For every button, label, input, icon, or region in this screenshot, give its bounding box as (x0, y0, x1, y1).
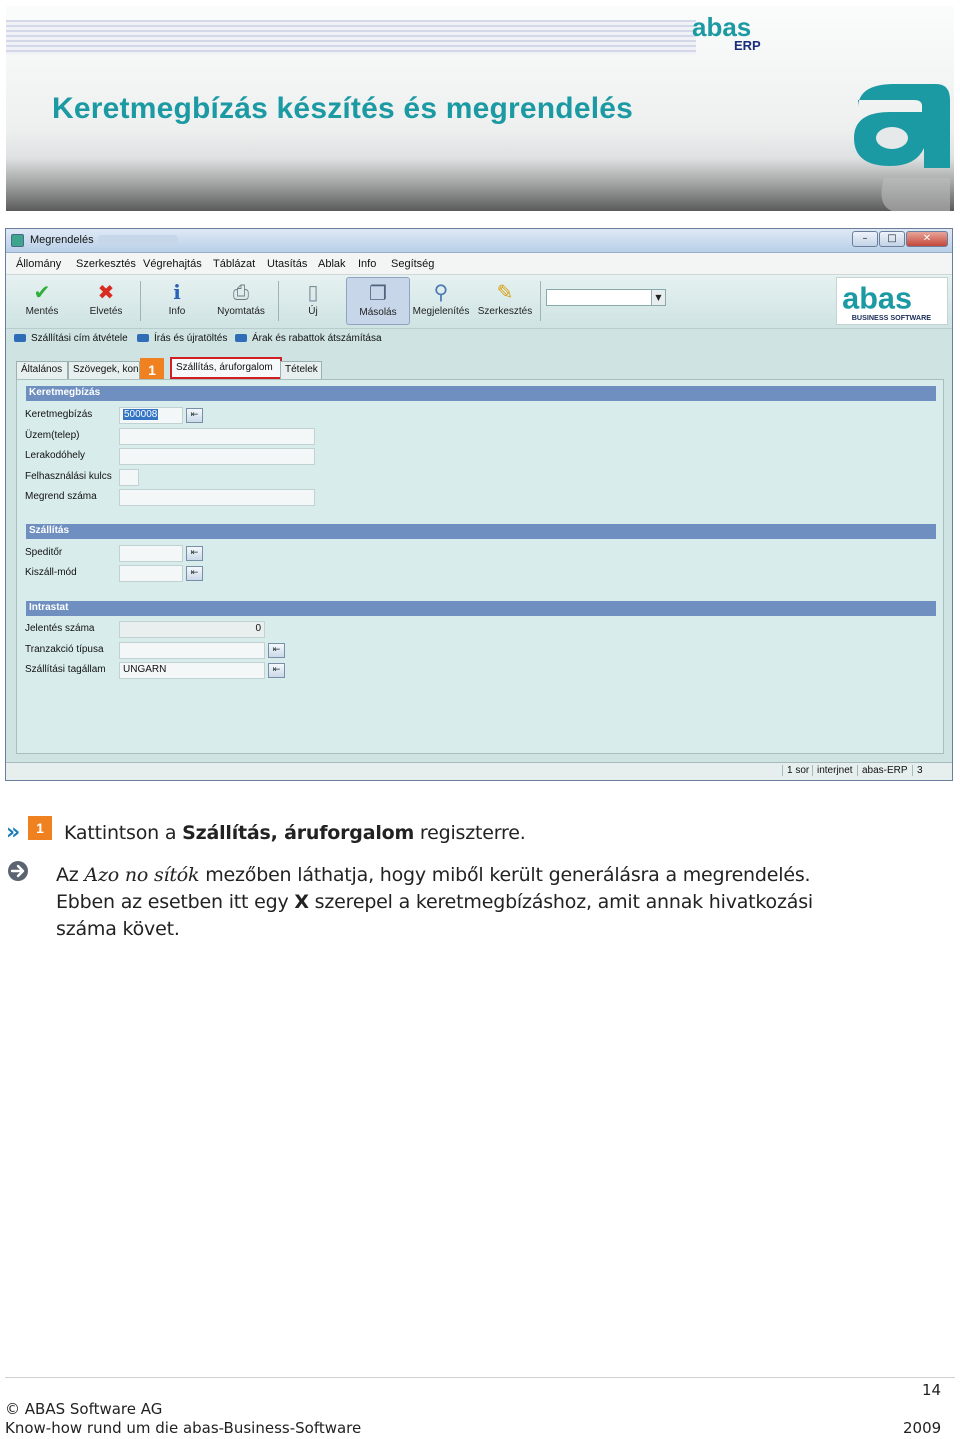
slide-header (6, 6, 954, 211)
red-x-icon: ✖ (97, 280, 115, 304)
step-callout-badge: 1 (140, 358, 164, 382)
info-button[interactable]: i Info (162, 277, 192, 325)
status-bar (6, 762, 952, 780)
lookup-button-tranzakcio[interactable]: ⇤ (268, 643, 285, 658)
tblogo-text: abas (842, 281, 913, 316)
printer-icon: ⎙ (233, 280, 249, 304)
label-tranzakcio-tipusa: Tranzakció típusa (25, 644, 104, 655)
tab-szallitas-aruforgalom[interactable]: Szállítás, áruforgalom (170, 357, 282, 379)
slide-title: Keretmegbízás készítés és megrendelés (52, 92, 634, 125)
felhasznalasi-kulcs-field[interactable] (119, 469, 139, 486)
lookup-button-kiszallmod[interactable]: ⇤ (186, 566, 203, 581)
copy-icon: ❐ (369, 281, 387, 305)
action-write-reload[interactable]: Írás és újratöltés (137, 333, 227, 344)
abas-erp-logo-sub: ERP (734, 38, 761, 52)
label-megrend-szama: Megrend száma (25, 491, 97, 502)
form-panel (16, 379, 944, 754)
status-client: abas-ERP (857, 765, 908, 776)
window-titlebar (6, 229, 952, 253)
lookup-button-tagallam[interactable]: ⇤ (268, 663, 285, 678)
footer-divider (5, 1377, 955, 1378)
abas-erp-logo-text: abas (692, 12, 752, 42)
tab-row (16, 357, 936, 379)
menu-utasitas[interactable]: Utasítás (267, 258, 308, 270)
bullet-chevron-icon: » (6, 820, 21, 845)
tblogo-sub: BUSINESS SOFTWARE (851, 314, 932, 323)
jelentes-szama-field[interactable]: 0 (119, 621, 265, 638)
instruction-step: Kattintson a Szállítás, áruforgalom regiszterre. (64, 822, 526, 844)
menu-allomany[interactable]: Állomány (16, 258, 62, 270)
note-line-1: Az Azo no sítók mezőben láthatja, hogy miből került generálásra a megrendelés. (56, 864, 811, 886)
menu-vegrehajtas[interactable]: Végrehajtás (143, 258, 202, 270)
chevron-down-icon[interactable]: ▼ (651, 290, 665, 305)
label-jelentes-szama: Jelentés száma (25, 623, 95, 634)
label-felhasznalasi-kulcs: Felhasználási kulcs (25, 471, 112, 482)
abas-app-window (5, 228, 953, 781)
action-icon (137, 334, 149, 342)
footer-year: 2009 (903, 1419, 942, 1437)
toolbar-separator (540, 281, 541, 321)
discard-button[interactable]: ✖ Elvetés (89, 280, 123, 317)
menu-szerkesztes[interactable]: Szerkesztés (76, 258, 136, 270)
action-icon (14, 334, 26, 342)
menu-segitseg[interactable]: Segítség (391, 258, 435, 270)
menu-bar (6, 253, 952, 275)
step-callout-badge-inline: 1 (28, 816, 52, 840)
maximize-button[interactable]: □ (879, 231, 905, 247)
label-szallitasi-tagallam: Szállítási tagállam (25, 664, 106, 675)
close-button[interactable]: ✕ (906, 231, 948, 247)
window-title: Megrendelés (30, 234, 94, 246)
toolbar-separator (140, 281, 141, 321)
large-a-logo-icon (844, 78, 954, 211)
label-lerakodohely: Lerakodóhely (25, 450, 86, 461)
action-bar (6, 329, 952, 351)
megrend-szama-field[interactable] (119, 489, 315, 506)
lookup-button-keretmegbizas[interactable]: ⇤ (186, 408, 203, 423)
new-document-icon: ▯ (307, 280, 319, 304)
menu-info[interactable]: Info (358, 258, 377, 270)
action-icon (235, 334, 247, 342)
menu-ablak[interactable]: Ablak (318, 258, 346, 270)
header-stripes (6, 20, 696, 54)
tab-altalanos[interactable]: Általános (16, 361, 68, 379)
tranzakcio-tipusa-field[interactable] (119, 642, 265, 659)
magnifier-icon: ⚲ (433, 280, 449, 304)
lookup-button-speditor[interactable]: ⇤ (186, 546, 203, 561)
edit-button[interactable]: ✎ Szerkesztés (477, 280, 533, 317)
save-button[interactable]: ✔ Mentés (25, 280, 59, 317)
app-icon (11, 234, 24, 247)
edit-pencil-icon: ✎ (496, 280, 514, 304)
section-szallitas: Szállítás (26, 524, 936, 539)
toolbar-combo[interactable] (546, 289, 666, 306)
action-address-transfer[interactable]: Szállítási cím átvétele (14, 333, 128, 344)
label-keretmegbizas: Keretmegbízás (25, 409, 93, 420)
kiszallmod-field[interactable] (119, 565, 183, 582)
toolbar-separator (278, 281, 279, 321)
szallitasi-tagallam-field[interactable]: UNGARN (119, 662, 265, 679)
tab-tetelek[interactable]: Tételek (280, 361, 322, 379)
display-button[interactable]: ⚲ Megjelenítés (412, 280, 470, 317)
abas-business-software-logo (836, 277, 948, 325)
section-intrastat: Intrastat (26, 601, 936, 616)
lerakodohely-field[interactable] (119, 448, 315, 465)
section-keretmegbizas: Keretmegbízás (26, 386, 936, 401)
new-button[interactable]: ▯ Új (300, 277, 326, 325)
info-icon: i (173, 280, 181, 304)
abas-erp-logo (690, 12, 770, 52)
action-recalculate-prices[interactable]: Árak és rabattok átszámítása (235, 333, 382, 344)
check-icon: ✔ (33, 280, 51, 304)
status-user: interjnet (812, 765, 853, 776)
keretmegbizas-field[interactable]: 500008 (119, 407, 183, 424)
copy-button[interactable]: ❐ Másolás (346, 277, 410, 325)
label-uzem: Üzem(telep) (25, 430, 80, 441)
note-line-3: száma követ. (56, 918, 180, 940)
tab-szovegek[interactable]: Szövegek, kon (68, 361, 140, 379)
uzem-field[interactable] (119, 428, 315, 445)
status-count: 3 (912, 765, 923, 776)
page-number: 14 (922, 1381, 942, 1399)
window-title-blurred (98, 235, 178, 245)
minimize-button[interactable]: – (852, 231, 878, 247)
toolbar (6, 275, 952, 329)
note-line-2: Ebben az esetben itt egy X szerepel a keretmegbízáshoz, amit annak hivatkozási (56, 891, 813, 913)
menu-tablazat[interactable]: Táblázat (213, 258, 256, 270)
footer-subtitle: Know-how rund um die abas-Business-Software (5, 1419, 362, 1437)
speditor-field[interactable] (119, 545, 183, 562)
label-speditor: Speditőr (25, 547, 63, 558)
print-button[interactable]: ⎙ Nyomtatás (217, 280, 265, 317)
status-rows: 1 sor (782, 765, 809, 776)
footer-copyright: © ABAS Software AG (5, 1400, 163, 1418)
label-kiszallmod: Kiszáll-mód (25, 567, 77, 578)
arrow-right-circle-icon (6, 860, 32, 882)
